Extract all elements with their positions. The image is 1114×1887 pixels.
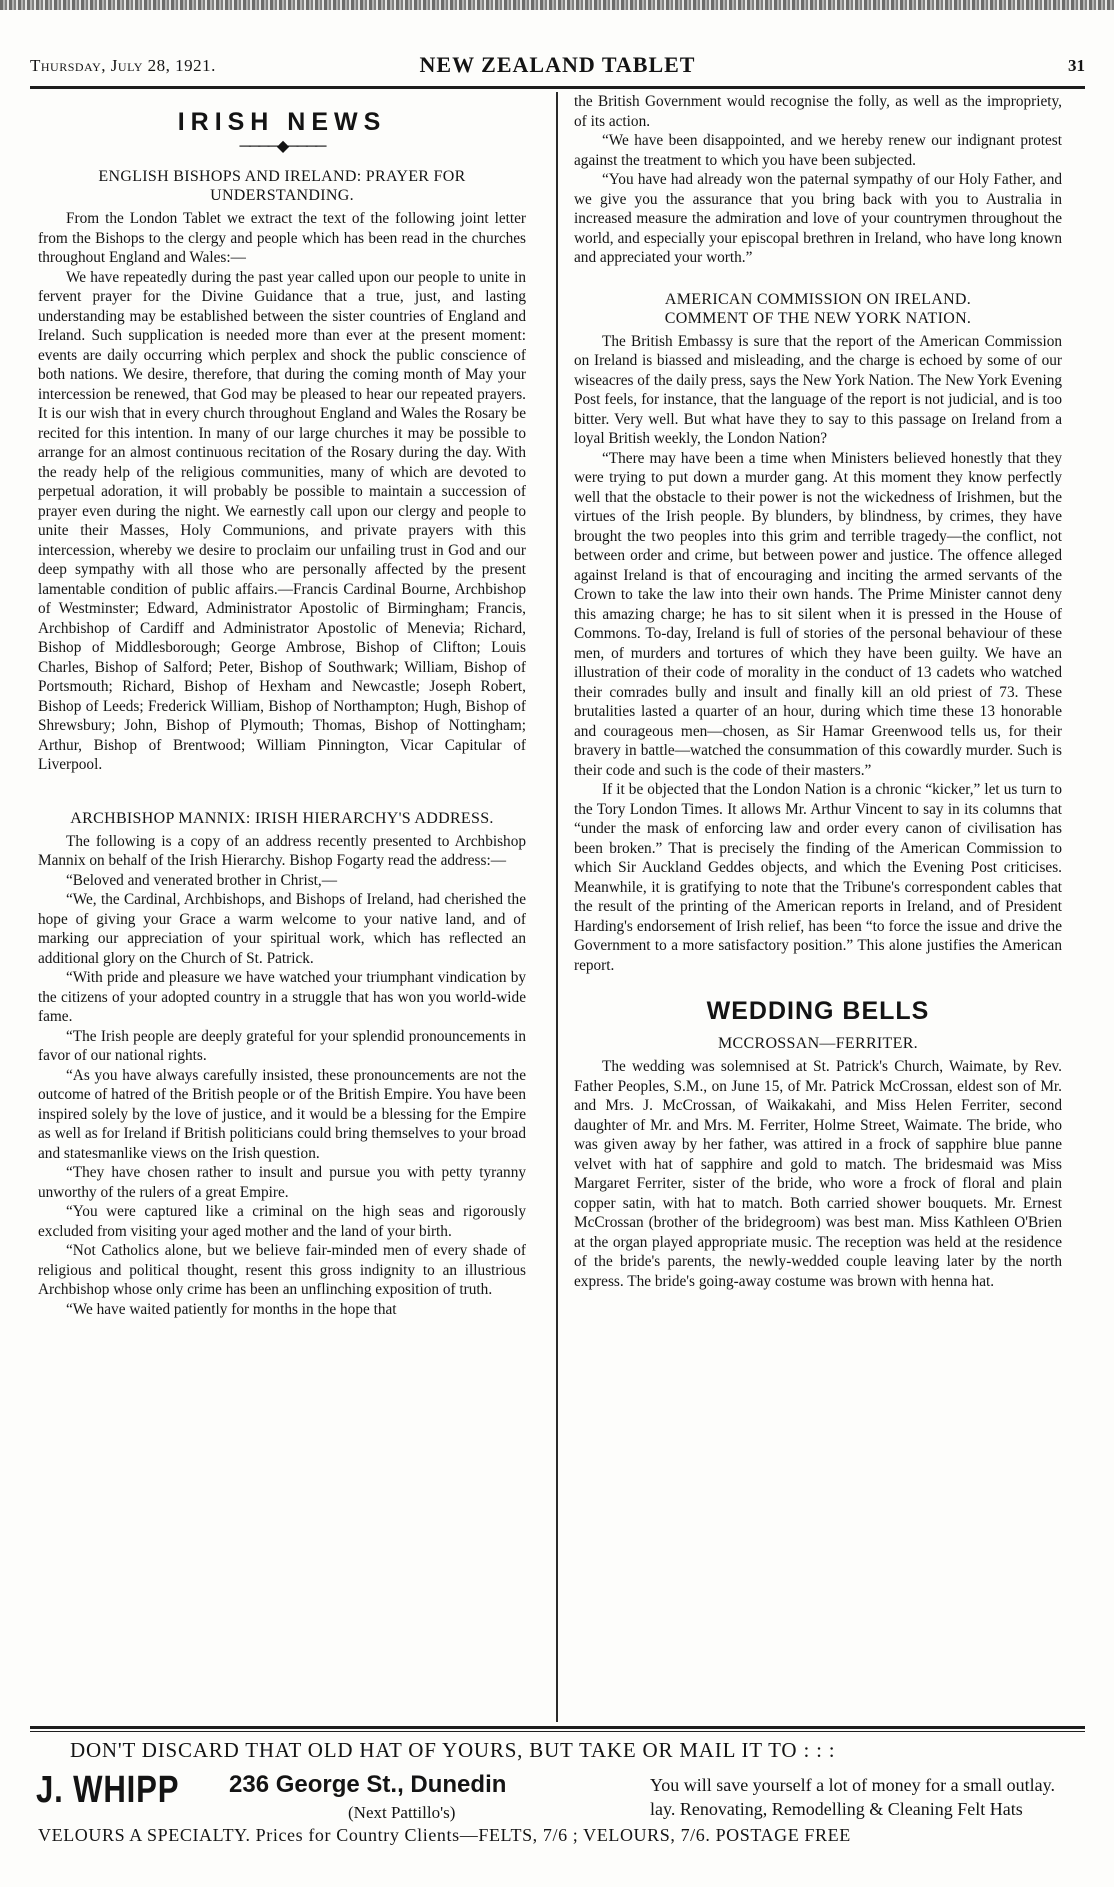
article-heading-american-commission	[582, 290, 1054, 328]
title-ornament: ────◆────	[239, 138, 325, 155]
scan-edge	[0, 0, 1114, 10]
masthead-rule	[30, 86, 1085, 89]
advertisement	[30, 1726, 1085, 1878]
masthead	[30, 52, 1085, 82]
page-number: 31	[1068, 56, 1085, 75]
paragraph: “Not Catholics alone, but we believe fair-minded men of every shade of religious and political thought, resent this gross indignity to an illustrious Archbishop whose only crime has been an unflinching exposition of truth.	[38, 1242, 526, 1298]
advert-headline: DON'T DISCARD THAT OLD HAT OF YOURS, BUT TAKE OR MAIL IT TO : : :	[70, 1738, 836, 1762]
paragraph: “You were captured like a criminal on the high seas and rigorously excluded from visiting your aged mother and the land of your birth.	[38, 1203, 526, 1240]
section-title-wedding-bells: WEDDING BELLS	[706, 997, 930, 1025]
advert-pitch-line-2: lay. Renovating, Remodelling & Cleaning Felt Hats	[650, 1799, 1023, 1819]
advertiser-name: J. WHIPP	[36, 1769, 180, 1811]
advert-pitch-line-1: You will save yourself a lot of money for a small outlay.	[650, 1775, 1055, 1795]
article-heading-english-bishops: ENGLISH BISHOPS AND IRELAND: PRAYER FOR UNDERSTANDING.	[98, 168, 466, 204]
paragraph: “They have chosen rather to insult and pursue you with petty tyranny unworthy of the rulers of a great Empire.	[38, 1164, 526, 1201]
section-title-irish-news: IRISH NEWS	[177, 108, 387, 136]
paragraph: “We have waited patiently for months in the hope that	[66, 1300, 397, 1318]
paragraph: “There may have been a time when Ministers believed honestly that they were trying to put down a murder gang. At this moment they know perfectly well that the obstacle to their power is not the wickedness of Irishmen, but the virtues of the Irish people. By blunders, by blindness, by crimes, they have brought the two peoples into this grim and terrible tragedy—the conflict, not between order and crime, but between power and justice. The offence alleged against Ireland is that of encouraging and inciting the armed servants of the Crown to take the law into their own hands. The Prime Minister cannot deny this amazing charge; he has to sit silent when it is pressed in the House of Commons. To-day, Ireland is full of stories of the personal behaviour of these men, of murders and tortures of which they have been guilty. We have an illustration of their code of morality in the conduct of 13 cadets who watched their comrades bully and insult and finally kill an old priest of 73. These brutalities lasted a quarter of an hour, during which time these 13 honorable and courageous men—chosen, as Sir Hamar Greenwood tells us, for their bravery in battle—watched the consummation of this cowardly murder. Such is their code and such is the code of their masters.”	[574, 449, 1062, 779]
paragraph: The following is a copy of an address recently presented to Archbishop Mannix on behalf of the Irish Hierarchy. Bishop Fogarty read the address:—	[38, 832, 526, 869]
advertiser-address: 236 George St., Dunedin	[229, 1771, 507, 1798]
paragraph: “We have been disappointed, and we hereby renew our indignant protest against the treatment to which you have been subjected.	[574, 132, 1062, 169]
heading-line: AMERICAN COMMISSION ON IRELAND.	[664, 290, 972, 308]
paper-title: NEW ZEALAND TABLET	[419, 52, 696, 77]
paragraph: “You have had already won the paternal sympathy of our Holy Father, and we give you the assurance that you bring back with you to Australia in increased measure the admiration and love of your countrymen throughout the world, and especially your episcopal brethren in Ireland, who have long known and appreciated your worth.”	[574, 171, 1062, 266]
advertiser-address-note: (Next Pattillo's)	[348, 1803, 456, 1822]
column-rule	[556, 92, 558, 1722]
heading-line: COMMENT OF THE NEW YORK NATION.	[664, 309, 972, 327]
left-column	[38, 92, 526, 1722]
paragraph: We have repeatedly during the past year called upon our people to unite in fervent prayer for the Divine Guidance that a true, just, and lasting understanding may be established between the sister countries of England and Ireland. Such supplication is needed more than ever at the present moment: events are daily occurring which perplex and shock the public conscience of both nations. We desire, therefore, that during the coming month of May your intercession be renewed, that God may be pleased to hear our repeated prayers. It is our wish that in every church throughout England and Wales the Rosary be recited for this intention. In many of our large churches it may be possible to arrange for an almost continuous recitation of the Rosary during the day. With the ready help of the religious communities, many of which are devoted to perpetual adoration, it will probably be possible to maintain a succession of prayer even during the night. We earnestly call upon our clergy and people to unite their Masses, Holy Communions, and private prayers with this intercession, whereby we desire to proclaim our unfailing trust in God and our deep sympathy with all those who are personally affected by the present lamentable condition of public affairs.—Francis Cardinal Bourne, Archbishop of Westminster; Edward, Administrator Apostolic of Birmingham; Francis, Archbishop of Cardiff and Administrator Apostolic of Menevia; Richard, Bishop of Middlesborough; George Ambrose, Bishop of Clifton; Louis Charles, Bishop of Salford; Peter, Bishop of Southwark; William, Bishop of Portsmouth; Richard, Bishop of Hexham and Newcastle; Joseph Robert, Bishop of Leeds; Frederick William, Bishop of Northampton; Hugh, Bishop of Shrewsbury; John, Bishop of Plymouth; Thomas, Bishop of Nottingham; Arthur, Bishop of Brentwood; William Pinnington, Vicar Capitular of Liverpool.	[38, 268, 526, 773]
paragraph: If it be objected that the London Nation is a chronic “kicker,” let us turn to the Tory London Times. It allows Mr. Arthur Vincent to say in its columns that “under the mask of enforcing law and order every canon of civilisation has been broken.” That is precisely the finding of the American Commission to which Sir Auckland Geddes objects, and which the Evening Post criticises. Meanwhile, it is gratifying to note that the Tribune's correspondent cables that the result of the printing of the American reports in Ireland, and of President Harding's endorsement of Irish relief, has been “to force the issue and drive the Government to a more satisfactory position.” This alone justifies the American report.	[574, 781, 1062, 974]
paragraph: The British Embassy is sure that the report of the American Commission on Ireland is biassed and misleading, and the charge is echoed by some of our wiseacres of the daily press, says the New York Nation. The New York Evening Post feels, for instance, that the language of the report is not judicial, and is too bitter. Very well. But what have they to say to this passage on Ireland from a loyal British weekly, the London Nation?	[574, 332, 1062, 447]
right-column	[574, 92, 1062, 1722]
paragraph: The wedding was solemnised at St. Patrick's Church, Waimate, by Rev. Father Peoples, S.M., on June 15, of Mr. Patrick McCrossan, eldest son of Mr. and Mrs. J. McCrossan, of Waikakahi, and Miss Helen Ferriter, second daughter of Mr. and Mrs. M. Ferriter, Holme Street, Waimate. The bride, who was given away by her father, was attired in a frock of sapphire blue panne velvet with hat of sapphire and gold to match. The bridesmaid was Miss Margaret Ferriter, sister of the bride, who wore a frock of floral and plain copper satin, with hat to match. Both carried shower bouquets. Mr. Ernest McCrossan (brother of the bridegroom) was best man. Miss Kathleen O'Brien at the organ played appropriate music. The reception was held at the residence of the bride's parents, the newly-wedded couple leaving later by the north express. The bride's going-away costume was brown with henna hat.	[574, 1058, 1062, 1290]
advert-main-row	[30, 1767, 1085, 1823]
paragraph: “As you have always carefully insisted, these pronouncements are not the outcome of hatred of the British people or of the British Empire. You have been inspired solely by the love of justice, and it would be a blessing for the Empire as well as for Ireland if British politicians could bring themselves to your broad and statesmanlike views on the Irish question.	[38, 1066, 526, 1162]
issue-date: Thursday, July 28, 1921.	[30, 56, 216, 75]
paragraph: “Beloved and venerated brother in Christ,—	[66, 871, 338, 889]
paragraph: “The Irish people are deeply grateful for your splendid pronouncements in favor of our national rights.	[38, 1027, 526, 1064]
paragraph: “With pride and pleasure we have watched your triumphant vindication by the citizens of your adopted country in a struggle that has won you world-wide fame.	[38, 969, 526, 1025]
article-heading-wedding: MCCROSSAN—FERRITER.	[718, 1035, 918, 1052]
paragraph: From the London Tablet we extract the text of the following joint letter from the Bishops to the clergy and people which has been read in the churches throughout England and Wales:—	[38, 210, 526, 266]
paragraph-continued: the British Government would recognise the folly, as well as the impropriety, of its action.	[574, 93, 1062, 130]
article-heading-archbishop-mannix: ARCHBISHOP MANNIX: IRISH HIERARCHY'S ADDRESS.	[70, 809, 494, 827]
paragraph: “We, the Cardinal, Archbishops, and Bishops of Ireland, had cherished the hope of giving your Grace a warm welcome to your native land, and of marking our appreciation of your spiritual work, which has reflected an additional glory on the Church of St. Patrick.	[38, 891, 526, 967]
advert-prices: VELOURS A SPECIALTY. Prices for Country Clients—FELTS, 7/6 ; VELOURS, 7/6. POSTAGE FREE	[38, 1825, 851, 1845]
advert-rule	[30, 1726, 1085, 1732]
